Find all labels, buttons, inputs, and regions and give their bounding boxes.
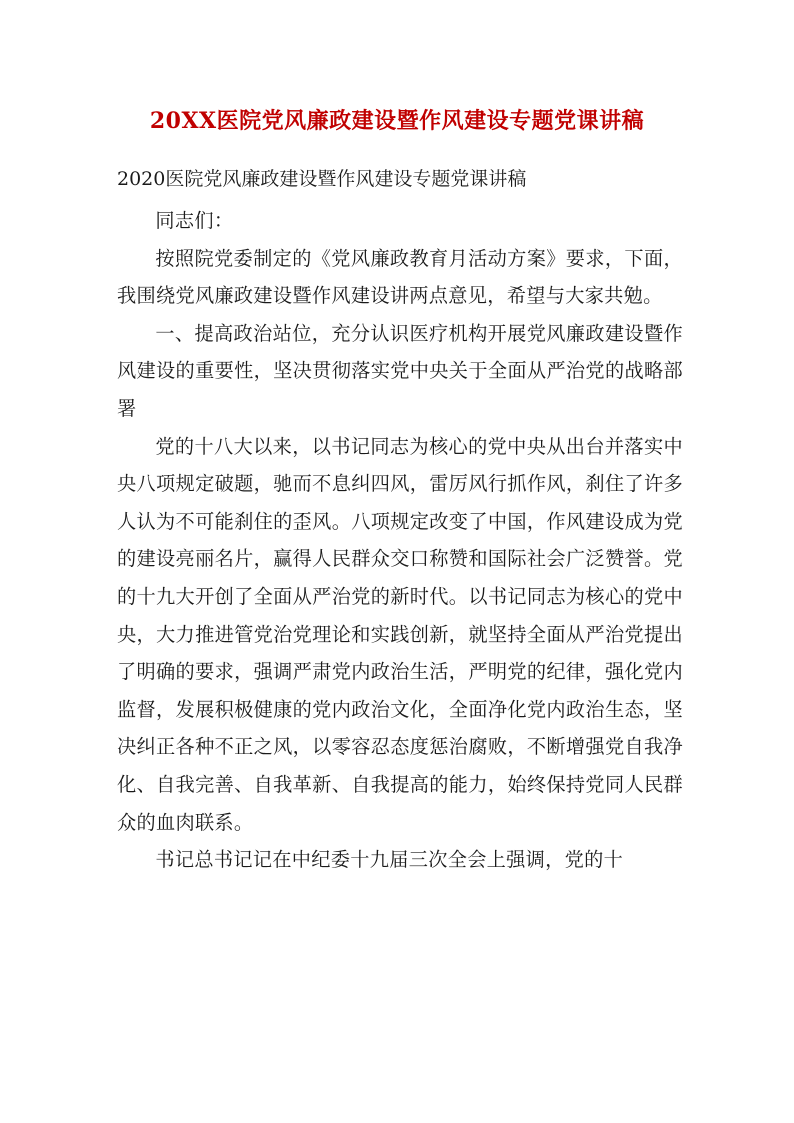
salutation-paragraph: 同志们：: [155, 209, 234, 232]
document-body: [117, 202, 683, 879]
body-paragraph: 党的十八大以来，以书记同志为核心的党中央从出台并落实中央八项规定破题，驰而不息纠四风，雷厉风行抓作风，刹住了许多人认为不可能刹住的歪风。八项规定改变了中国，作风建设成为党的建设亮丽名片，赢得人民群众交口称赞和国际社会广泛赞誉。党的十九大开创了全面从严治党的新时代。以书记同志为核心的党中央，大力推进管党治党理论和实践创新，就坚持全面从严治党提出了明确的要求，强调严肃党内政治生活，严明党的纪律，强化党内监督，发展积极健康的党内政治文化，全面净化党内政治生态，坚决纠正各种不正之风，以零容忍态度惩治腐败，不断增强党自我净化、自我完善、自我革新、自我提高的能力，始终保持党同人民群众的血肉联系。: [117, 434, 683, 834]
document-title: 20XX医院党风廉政建设暨作风建设专题党课讲稿: [149, 108, 645, 134]
body-paragraph: 按照院党委制定的《党风廉政教育月活动方案》要求，下面，我围绕党风廉政建设暨作风建设讲两点意见，希望与大家共勉。: [117, 246, 683, 308]
section-heading-paragraph: 一、提高政治站位，充分认识医疗机构开展党风廉政建设暨作风建设的重要性，坚决贯彻落实党中央关于全面从严治党的战略部署: [117, 321, 683, 420]
body-paragraph: 书记总书记记在中纪委十九届三次全会上强调，党的十: [155, 848, 624, 872]
document-subtitle: 2020医院党风廉政建设暨作风建设专题党课讲稿: [117, 168, 527, 190]
